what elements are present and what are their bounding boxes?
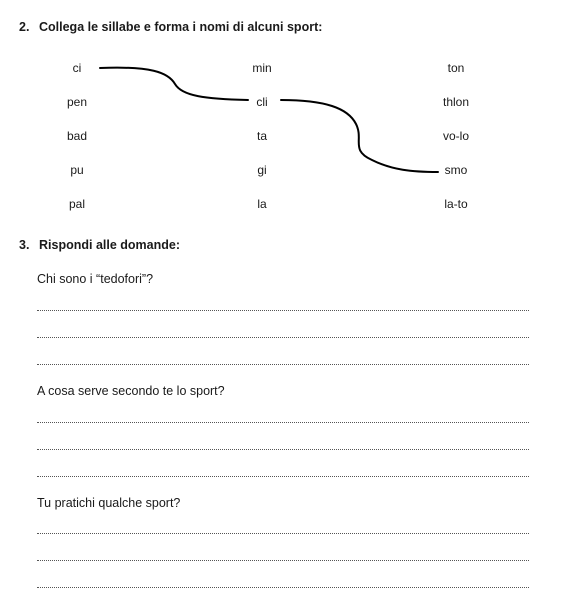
answer-line-q1-3[interactable] xyxy=(37,364,529,365)
answer-line-q1-1[interactable] xyxy=(37,310,529,311)
syllable-col1-row4[interactable]: pu xyxy=(70,163,84,177)
syllable-col1-row2[interactable]: pen xyxy=(66,95,88,109)
syllable-col2-row4[interactable]: gi xyxy=(257,163,267,177)
connector-cli-smo xyxy=(281,100,438,172)
connector-ci-cli xyxy=(100,68,248,100)
syllable-col1-row5[interactable]: pal xyxy=(68,197,86,211)
answer-line-q3-3[interactable] xyxy=(37,587,529,588)
answer-line-q2-2[interactable] xyxy=(37,449,529,450)
question-2: A cosa serve secondo te lo sport? xyxy=(37,384,225,398)
syllable-col2-row3[interactable]: ta xyxy=(256,129,268,143)
syllable-col2-row2[interactable]: cli xyxy=(256,95,268,109)
syllable-col3-row3[interactable]: vo-lo xyxy=(442,129,470,143)
answer-line-q1-2[interactable] xyxy=(37,337,529,338)
syllable-col3-row1[interactable]: ton xyxy=(447,61,465,75)
syllable-col1-row1[interactable]: ci xyxy=(72,61,82,75)
syllable-col2-row5[interactable]: la xyxy=(257,197,267,211)
syllable-col3-row5[interactable]: la-to xyxy=(444,197,468,211)
exercise-2-number: 2. xyxy=(19,20,30,34)
syllable-col2-row1[interactable]: min xyxy=(252,61,272,75)
syllable-col1-row3[interactable]: bad xyxy=(66,129,88,143)
question-1: Chi sono i “tedofori”? xyxy=(37,272,154,286)
exercise-2-instruction: Collega le sillabe e forma i nomi di alcuni sport: xyxy=(39,20,323,34)
syllable-col3-row4[interactable]: smo xyxy=(444,163,468,177)
answer-line-q2-3[interactable] xyxy=(37,476,529,477)
exercise-3-instruction: Rispondi alle domande: xyxy=(39,238,180,252)
question-3: Tu pratichi qualche sport? xyxy=(37,496,181,510)
answer-line-q3-1[interactable] xyxy=(37,533,529,534)
exercise-3-number: 3. xyxy=(19,238,30,252)
syllable-col3-row2[interactable]: thlon xyxy=(442,95,470,109)
answer-line-q3-2[interactable] xyxy=(37,560,529,561)
exercise-3-heading xyxy=(19,238,180,252)
answer-line-q2-1[interactable] xyxy=(37,422,529,423)
